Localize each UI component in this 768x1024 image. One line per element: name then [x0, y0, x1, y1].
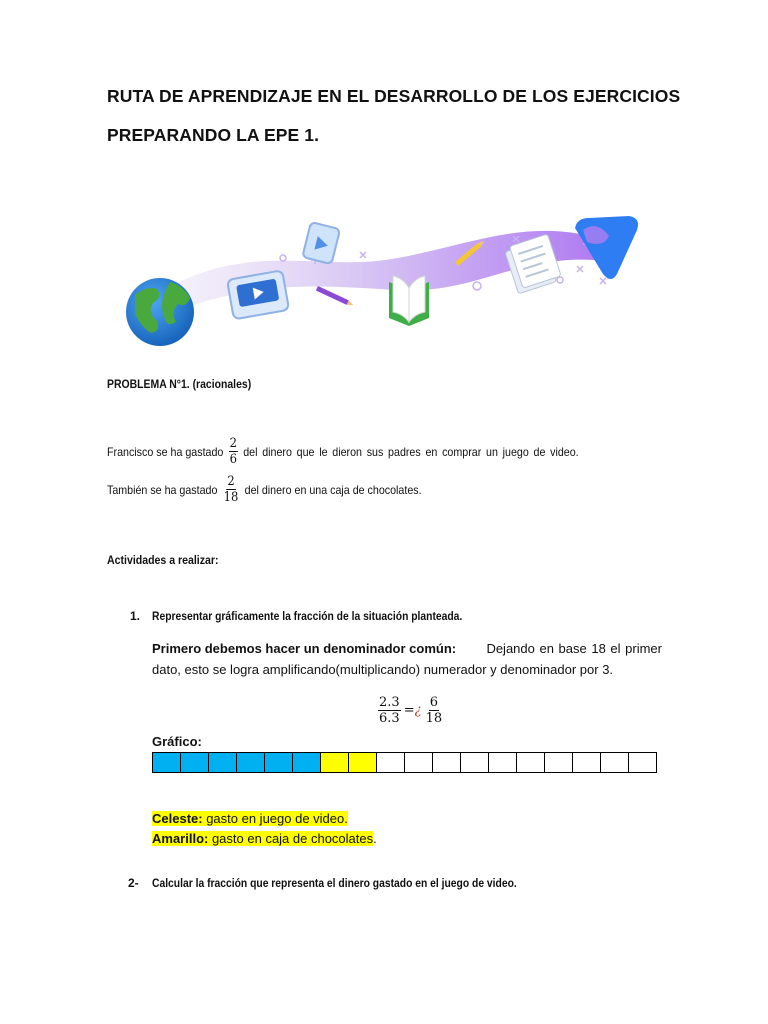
item-2-text: Calcular la fracción que representa el dinero gastado en el juego de video.: [152, 876, 517, 890]
explanation-text-1: Dejando en base 18 el primer: [486, 641, 662, 656]
problem-line-1-end: del dinero que le dieron sus padres en comprar un juego de video.: [243, 444, 579, 459]
equation-left-fraction: [378, 695, 401, 726]
problem-line-2: [107, 474, 422, 505]
inverted-question-mark: ¿: [414, 703, 422, 718]
equation-right-numerator: 6: [429, 695, 438, 710]
fraction-grid-row: [153, 753, 657, 773]
explanation-line-1: [152, 638, 662, 659]
fraction-numerator: 2: [229, 436, 237, 451]
play-card-icon: [302, 222, 340, 264]
equation: [375, 695, 446, 726]
equation-right-denominator: 18: [425, 711, 443, 726]
activities-heading: Actividades a realizar:: [107, 553, 219, 567]
legend-amarillo-text: gasto en caja de chocolates: [208, 831, 374, 846]
explanation-text-2: dato, esto se logra amplificando(multiplicando) numerador y denominador por 3.: [152, 662, 614, 677]
fraction-two-eighteenths: [223, 474, 240, 505]
item-1-text: Representar gráficamente la fracción de la situación planteada.: [152, 609, 463, 623]
grid-cell-empty: [433, 753, 461, 773]
problem-line-2-start: También se ha gastado: [107, 482, 218, 497]
fraction-numerator: 2: [227, 474, 235, 489]
problem-line-1: [107, 436, 579, 467]
grid-cell-blue: [293, 753, 321, 773]
pencil-icon: [316, 286, 354, 307]
legend-celeste-text: gasto en juego de video.: [202, 811, 348, 826]
video-card-icon: [227, 270, 289, 319]
grid-cell-blue: [237, 753, 265, 773]
legend-celeste-key: Celeste:: [152, 811, 203, 826]
equation-left-numerator: 2.3: [379, 695, 400, 710]
grid-cell-empty: [405, 753, 433, 773]
document-title-line-2: PREPARANDO LA EPE 1.: [107, 125, 320, 145]
equation-right-fraction: [425, 695, 444, 726]
legend-amarillo-period: .: [373, 831, 377, 846]
learning-path-illustration: [115, 200, 645, 350]
equation-left-denominator: 6.3: [379, 711, 400, 726]
explanation-bold: Primero debemos hacer un denominador común:: [152, 641, 457, 656]
explanation-paragraph: [152, 638, 662, 680]
fraction-two-sixths: [229, 436, 238, 467]
document-title-line-1: RUTA DE APRENDIZAJE EN EL DESARROLLO DE LOS EJERCICIOS: [107, 86, 681, 106]
grid-cell-empty: [573, 753, 601, 773]
grid-cell-empty: [489, 753, 517, 773]
problem-line-2-end: del dinero en una caja de chocolates.: [244, 482, 422, 497]
grid-cell-empty: [545, 753, 573, 773]
grid-cell-blue: [209, 753, 237, 773]
grid-cell-yellow: [321, 753, 349, 773]
problem-heading: PROBLEMA N°1. (racionales): [107, 377, 252, 391]
fraction-denominator: 6: [229, 452, 237, 467]
grid-cell-empty: [601, 753, 629, 773]
grid-cell-blue: [265, 753, 293, 773]
fraction-denominator: 18: [223, 490, 239, 505]
grid-cell-empty: [517, 753, 545, 773]
legend-celeste: [152, 809, 377, 829]
problem-line-1-start: Francisco se ha gastado: [107, 444, 224, 459]
grid-cell-empty: [377, 753, 405, 773]
equals-sign: =: [403, 703, 415, 718]
grid-cell-yellow: [349, 753, 377, 773]
grafico-label: Gráfico:: [152, 734, 202, 749]
grid-cell-empty: [461, 753, 489, 773]
item-2-number: 2-: [128, 876, 139, 890]
fraction-grid: [152, 752, 657, 773]
legend: [152, 809, 377, 849]
grid-cell-blue: [153, 753, 181, 773]
globe-icon: [126, 278, 194, 346]
item-1-number: 1.: [130, 609, 141, 623]
legend-amarillo: [152, 829, 377, 849]
grid-cell-blue: [181, 753, 209, 773]
legend-amarillo-key: Amarillo:: [152, 831, 209, 846]
grid-cell-empty: [629, 753, 657, 773]
